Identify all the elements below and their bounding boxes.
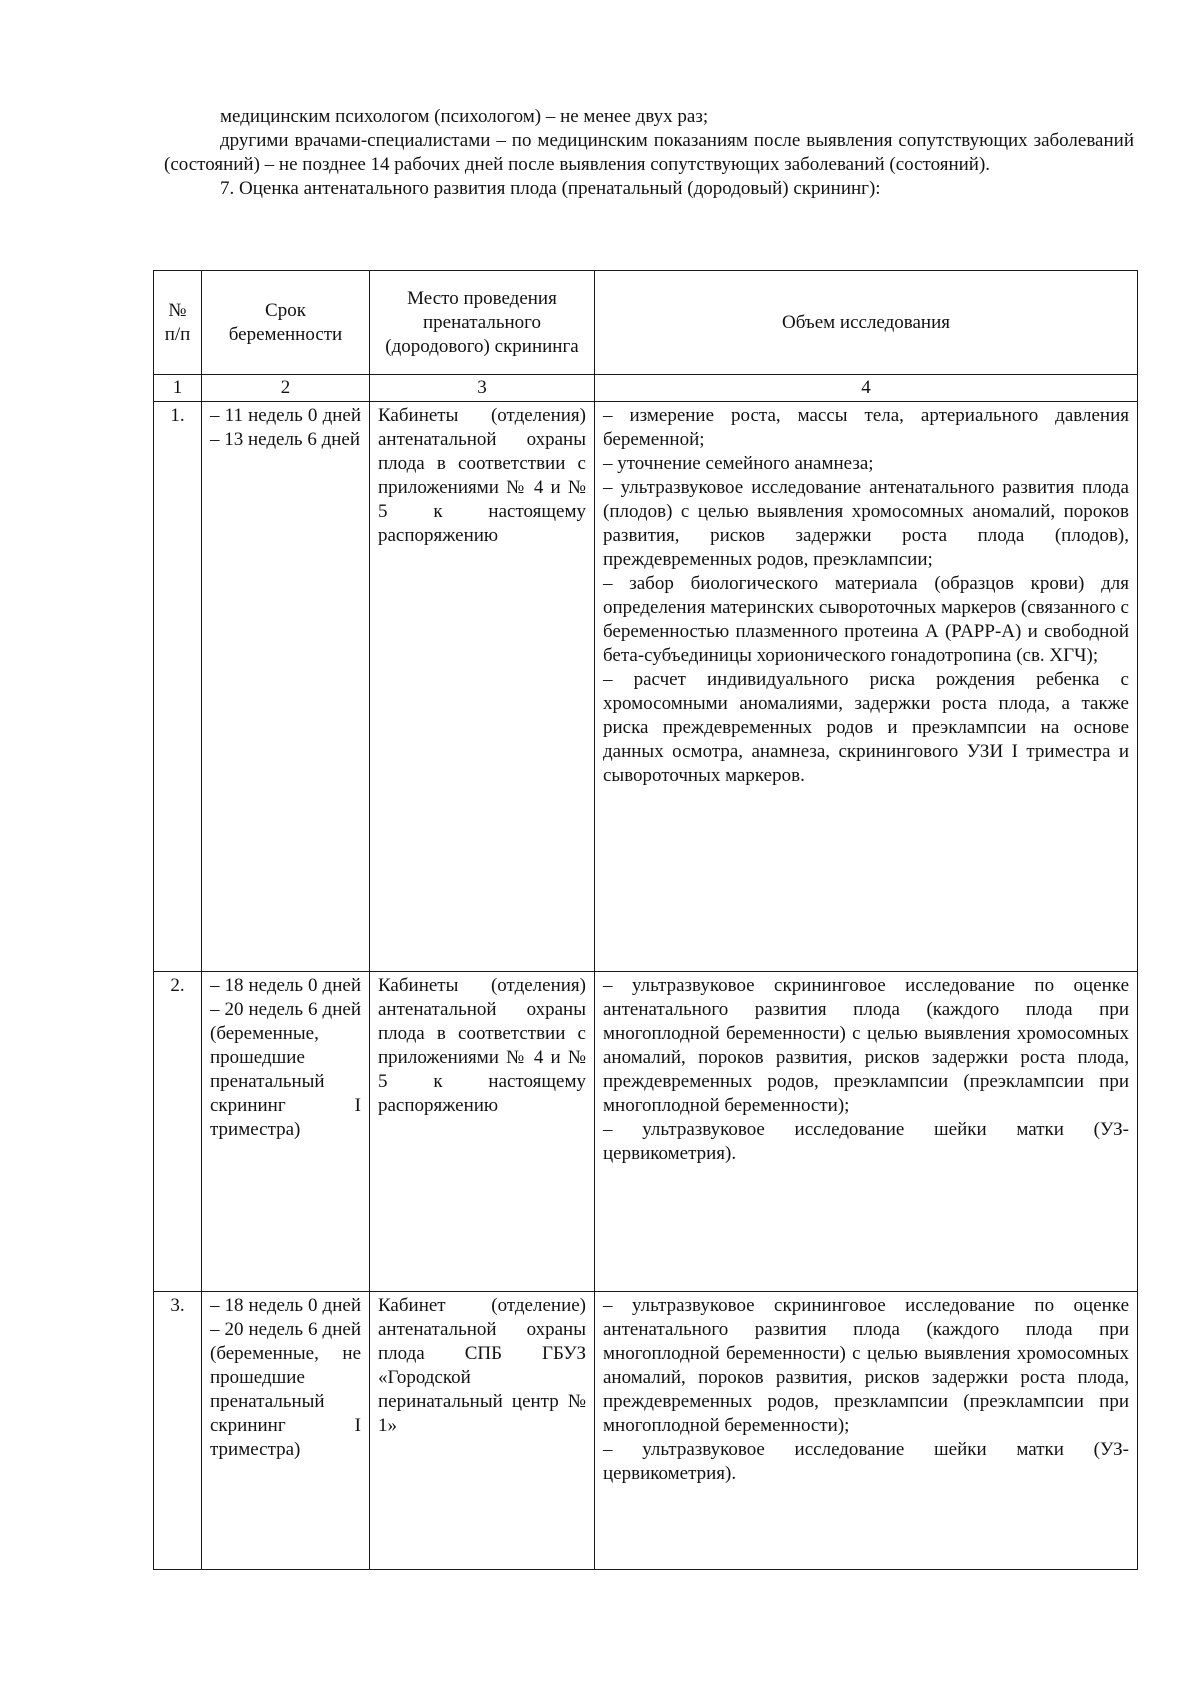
table-row (154, 972, 1138, 1292)
scope-item: – ультразвуковое исследование шейки матки (УЗ-цервикометрия). (603, 1119, 1129, 1164)
scope-item: – измерение роста, массы тела, артериального давления беременной; (603, 405, 1129, 450)
row-term: – 11 недель 0 дней – 13 недель 6 дней (202, 402, 370, 972)
row-number: 3. (154, 1292, 202, 1570)
row-number: 1. (154, 402, 202, 972)
table-header-row (154, 271, 1138, 375)
column-number: 1 (154, 375, 202, 402)
intro-paragraph-specialists: другими врачами-специалистами – по медицинским показаниям после выявления сопутствующих заболеваний (состояний) – не позднее 14 рабочих дней после выявления сопутствующих заболеваний (состояний). (164, 130, 1134, 175)
row-term: – 18 недель 0 дней – 20 недель 6 дней (беременные, не прошедшие пренатальный скрининг I триместра) (202, 1292, 370, 1570)
row-place: Кабинеты (отделения) антенатальной охраны плода в соответствии с приложениями № 4 и № 5 к настоящему распоряжению (370, 972, 595, 1292)
row-scope (595, 1292, 1138, 1570)
column-number: 2 (202, 375, 370, 402)
scope-item: – ультразвуковое скрининговое исследование по оценке антенатального развития плода (каждого плода при многоплодной беременности) с целью выявления хромосомных аномалий, пороков развития, рисков задержки роста плода, преждевременных родов, преэклампсии (преэклампсии при многоплодной беременности); (603, 975, 1129, 1116)
section-heading: 7. Оценка антенатального развития плода (пренатальный (дородовый) скрининг): (220, 178, 881, 199)
intro-line-psychologist: медицинским психологом (психологом) – не менее двух раз; (220, 106, 709, 127)
scope-item: – уточнение семейного анамнеза; (603, 453, 874, 474)
table-row (154, 402, 1138, 972)
scope-item: – ультразвуковое исследование шейки матки (УЗ-цервикометрия). (603, 1439, 1129, 1484)
row-scope (595, 402, 1138, 972)
row-place: Кабинеты (отделения) антенатальной охраны плода в соответствии с приложениями № 4 и № 5 к настоящему распоряжению (370, 402, 595, 972)
scope-item: – ультразвуковое исследование антенатального развития плода (плодов) с целью выявления хромосомных аномалий, пороков развития, рисков задержки роста плода (плодов), преждевременных родов, преэклампсии; (603, 477, 1129, 570)
header-place: Место проведения пренатального (дородового) скрининга (370, 271, 595, 375)
row-term: – 18 недель 0 дней – 20 недель 6 дней (беременные, прошедшие пренатальный скрининг I триместра) (202, 972, 370, 1292)
column-number: 4 (595, 375, 1138, 402)
row-number: 2. (154, 972, 202, 1292)
scope-item: – ультразвуковое скрининговое исследование по оценке антенатального развития плода (каждого плода при многоплодной беременности) с целью выявления хромосомных аномалий, пороков развития, рисков задержки роста плода, преждевременных родов, презклампсии (преэклампсии при многоплодной беременности); (603, 1295, 1129, 1436)
column-number: 3 (370, 375, 595, 402)
scope-item: – расчет индивидуального риска рождения ребенка с хромосомными аномалиями, задержки роста плода, а также риска преждевременных родов и преэклампсии на основе данных осмотра, анамнеза, скринингового УЗИ I триместра и сывороточных маркеров. (603, 669, 1129, 786)
column-number-row (154, 375, 1138, 402)
screening-table (153, 270, 1138, 1570)
intro-text (164, 105, 1134, 201)
row-place: Кабинет (отделение) антенатальной охраны плода СПБ ГБУЗ «Городской перинатальный центр № 1» (370, 1292, 595, 1570)
header-no: № п/п (154, 271, 202, 375)
header-scope: Объем исследования (595, 271, 1138, 375)
scope-item: – забор биологического материала (образцов крови) для определения материнских сывороточных маркеров (связанного с беременностью плазменного протеина А (PAPP-A) и свободной бета-субъединицы хорионического гонадотропина (св. ХГЧ); (603, 573, 1129, 666)
table-row (154, 1292, 1138, 1570)
row-scope (595, 972, 1138, 1292)
header-term: Срок беременности (202, 271, 370, 375)
